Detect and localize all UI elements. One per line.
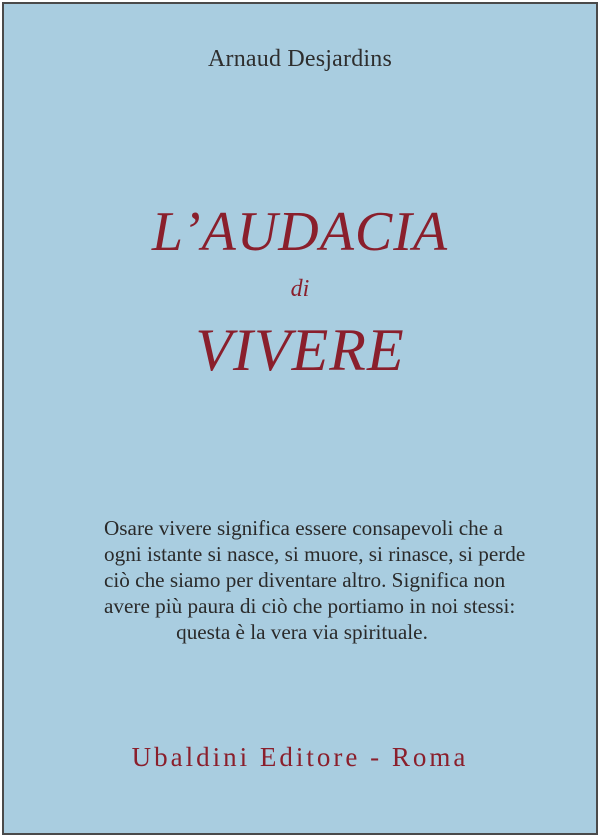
author-name: Arnaud Desjardins: [207, 46, 393, 72]
book-cover: [2, 2, 598, 835]
cover-blurb: [104, 515, 526, 645]
blurb-line: questa è la vera via spirituale.: [176, 620, 428, 644]
title-joiner: di: [290, 276, 310, 302]
title-line-2: VIVERE: [195, 317, 405, 383]
blurb-line: Osare vivere significa essere consapevoli che a: [104, 516, 503, 540]
blurb-line: ogni istante si nasce, si muore, si rinasce, si perde: [104, 542, 526, 566]
blurb-line: avere più paura di ciò che portiamo in noi stessi:: [104, 594, 516, 618]
publisher-name: Ubaldini Editore - Roma: [131, 742, 469, 772]
blurb-line: ciò che siamo per diventare altro. Significa non: [104, 568, 506, 592]
title-line-1: L’AUDACIA: [151, 201, 449, 263]
